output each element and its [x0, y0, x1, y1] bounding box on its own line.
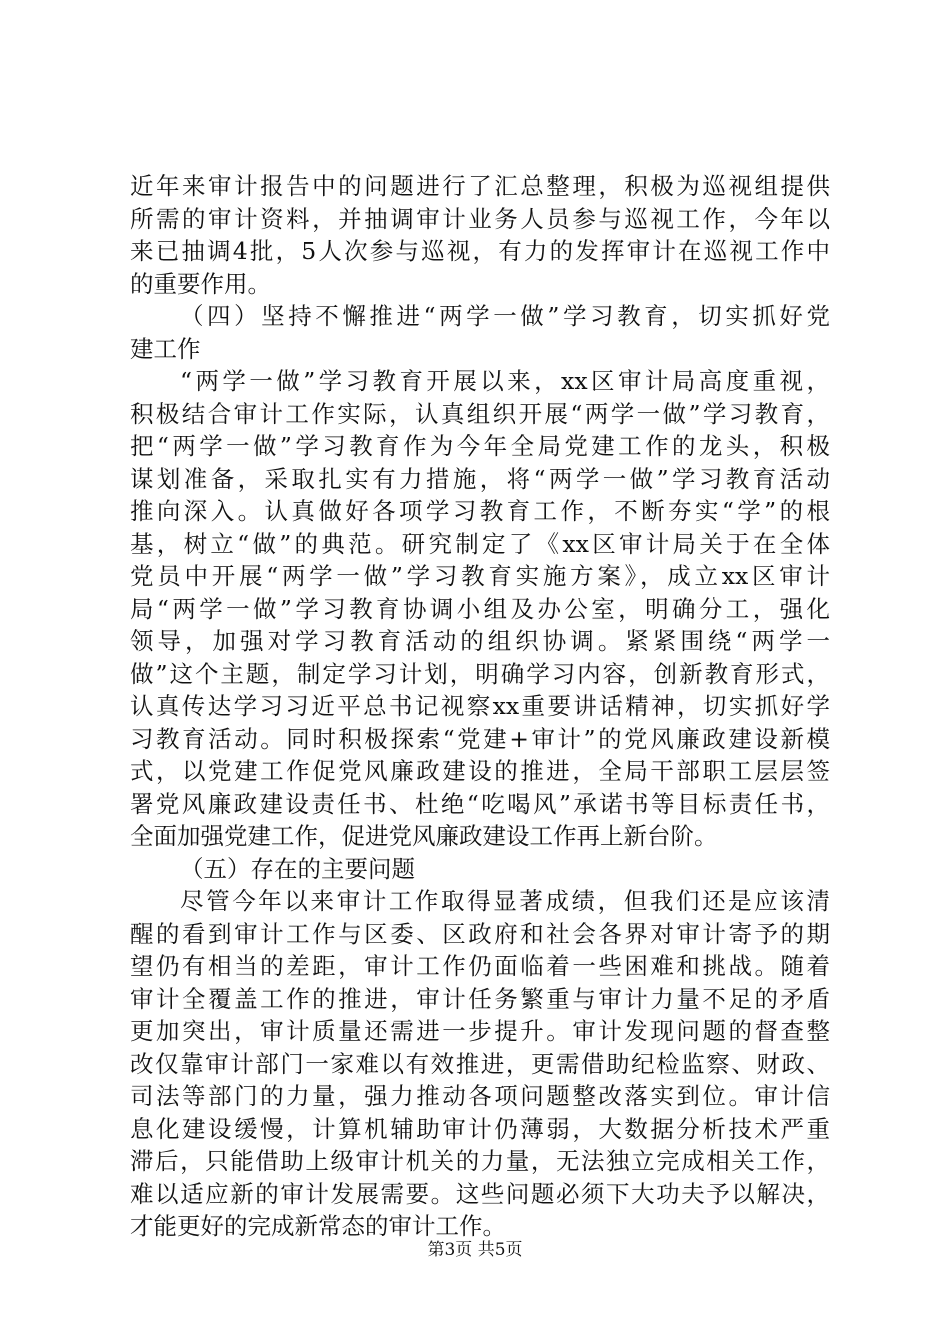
- text-line: 滞后，只能借助上级审计机关的力量，无法独立完成相关工作，: [130, 1147, 830, 1175]
- text-line: 推向深入。认真做好各项学习教育工作，不断夯实“学”的根: [130, 497, 830, 525]
- text-line: 醒的看到审计工作与区委、区政府和社会各界对审计寄予的期: [130, 919, 830, 948]
- text-line: 式，以党建工作促党风廉政建设的推进，全局干部职工层层签: [130, 757, 830, 785]
- text-line: 认真传达学习习近平总书记视察xx重要讲话精神，切实抓好学: [130, 692, 830, 720]
- text-line: 积极结合审计工作实际，认真组织开展“两学一做”学习教育，: [130, 399, 830, 428]
- document-body: [130, 170, 830, 1243]
- text-line: 来已抽调4批，5人次参与巡视，有力的发挥审计在巡视工作中: [130, 237, 830, 265]
- text-line: 难以适应新的审计发展需要。这些问题必须下大功夫予以解决，: [130, 1179, 830, 1208]
- text-line: 党员中开展“两学一做”学习教育实施方案》，成立xx区审计: [130, 562, 830, 590]
- text-line: 基，树立“做”的典范。研究制定了《xx区审计局关于在全体: [130, 529, 830, 558]
- text-line: 近年来审计报告中的问题进行了汇总整理，积极为巡视组提供: [130, 172, 830, 200]
- text-line: 尽管今年以来审计工作取得显著成绩，但我们还是应该清: [180, 887, 830, 915]
- text-line: 谋划准备，采取扎实有力措施，将“两学一做”学习教育活动: [130, 464, 830, 493]
- text-line: （四）坚持不懈推进“两学一做”学习教育，切实抓好党: [180, 302, 830, 330]
- text-line: 息化建设缓慢，计算机辅助审计仍薄弱，大数据分析技术严重: [130, 1114, 830, 1143]
- text-line: 局“两学一做”学习教育协调小组及办公室，明确分工，强化: [130, 594, 830, 623]
- text-line: 更加突出，审计质量还需进一步提升。审计发现问题的督查整: [130, 1017, 830, 1045]
- text-line: 的重要作用。: [130, 269, 271, 298]
- text-line: 全面加强党建工作，促进党风廉政建设工作再上新台阶。: [130, 822, 718, 850]
- text-line: 所需的审计资料，并抽调审计业务人员参与巡视工作，今年以: [130, 204, 830, 233]
- text-line: 署党风廉政建设责任书、杜绝“吃喝风”承诺书等目标责任书，: [130, 789, 830, 818]
- text-line: 领导，加强对学习教育活动的组织协调。紧紧围绕“两学一: [130, 627, 830, 655]
- text-line: （五）存在的主要问题: [180, 854, 415, 883]
- text-line: 审计全覆盖工作的推进，审计任务繁重与审计力量不足的矛盾: [130, 984, 830, 1013]
- text-line: 习教育活动。同时积极探索“党建+审计”的党风廉政建设新模: [130, 724, 830, 753]
- text-line: 改仅靠审计部门一家难以有效推进，更需借助纪检监察、财政、: [130, 1049, 830, 1078]
- text-line: 司法等部门的力量，强力推动各项问题整改落实到位。审计信: [130, 1082, 830, 1110]
- page-footer: 第3页 共5页: [427, 1240, 523, 1260]
- text-line: 做”这个主题，制定学习计划，明确学习内容，创新教育形式，: [130, 659, 830, 688]
- text-line: “两学一做”学习教育开展以来，xx区审计局高度重视，: [180, 367, 830, 395]
- text-line: 才能更好的完成新常态的审计工作。: [130, 1212, 506, 1240]
- text-line: 建工作: [130, 334, 201, 363]
- text-line: 把“两学一做”学习教育作为今年全局党建工作的龙头，积极: [130, 432, 830, 460]
- text-line: 望仍有相当的差距，审计工作仍面临着一些困难和挑战。随着: [130, 952, 830, 980]
